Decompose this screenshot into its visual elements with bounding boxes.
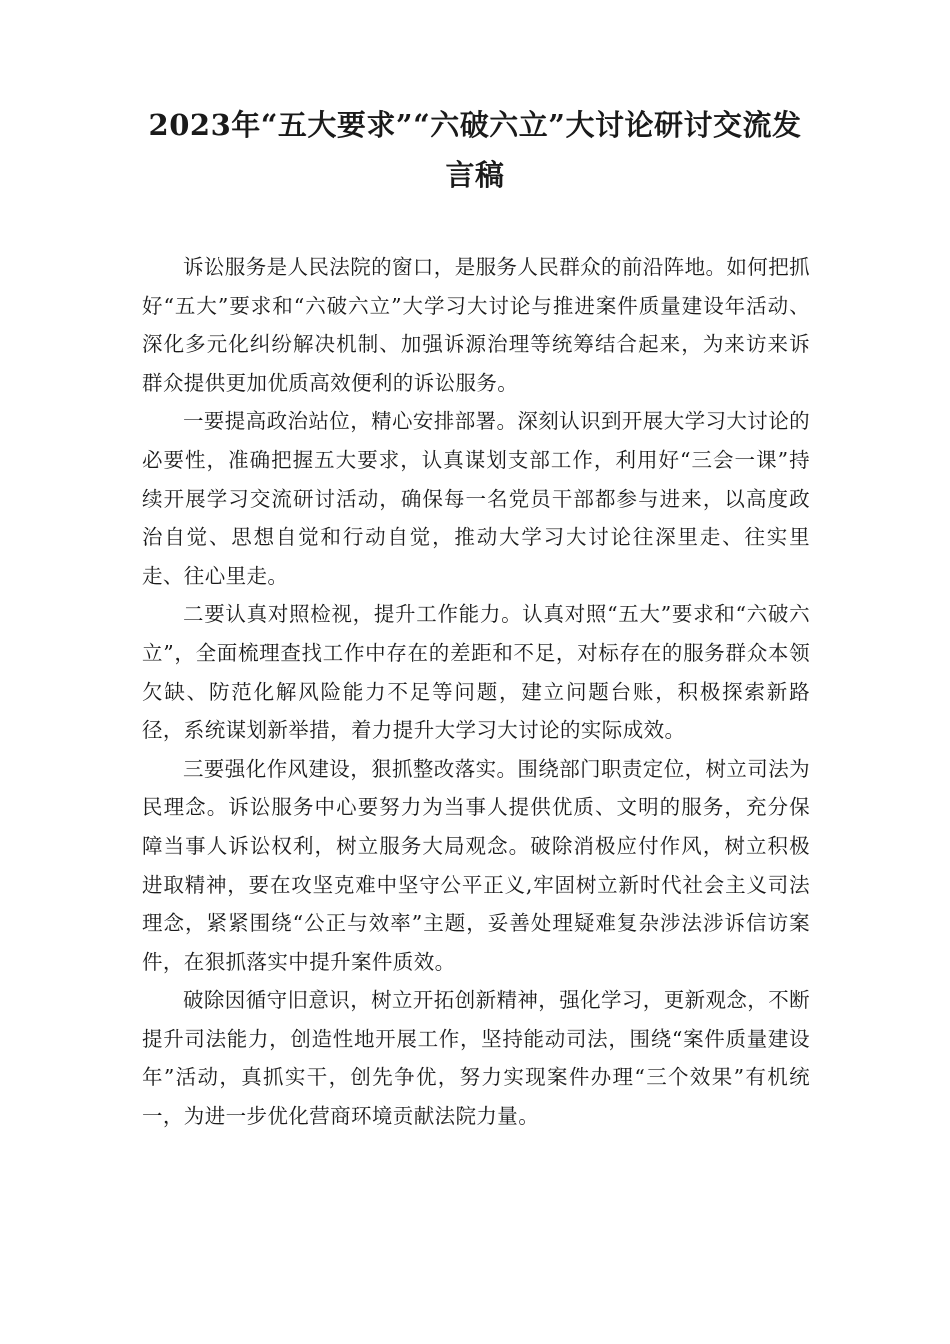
document-title <box>130 100 820 200</box>
document-body <box>142 248 810 1136</box>
title-line-2: 言稿 <box>445 158 505 192</box>
paragraph-point-3: 三要强化作风建设，狠抓整改落实。围绕部门职责定位，树立司法为民理念。诉讼服务中心要努力为当事人提供优质、文明的服务，充分保障当事人诉讼权利，树立服务大局观念。破除消极应付作风，树立积极进取精神，要在攻坚克难中坚守公平正义,牢固树立新时代社会主义司法理念，紧紧围绕“公正与效率”主题，妥善处理疑难复杂涉法涉诉信访案件，在狠抓落实中提升案件质效。 <box>142 756 810 974</box>
paragraph-intro: 诉讼服务是人民法院的窗口，是服务人民群众的前沿阵地。如何把抓好“五大”要求和“六破六立”大学习大讨论与推进案件质量建设年活动、深化多元化纠纷解决机制、加强诉源治理等统筹结合起来，为来访来诉群众提供更加优质高效便利的诉讼服务。 <box>142 255 810 395</box>
paragraph-point-1: 一要提高政治站位，精心安排部署。深刻认识到开展大学习大讨论的必要性，准确把握五大要求，认真谋划支部工作，利用好“三会一课”持续开展学习交流研讨活动，确保每一名党员干部都参与进来，以高度政治自觉、思想自觉和行动自觉，推动大学习大讨论往深里走、往实里走、往心里走。 <box>142 409 810 588</box>
title-line-1: 2023年“五大要求”“六破六立”大讨论研讨交流发 <box>148 108 802 142</box>
paragraph-closing: 破除因循守旧意识，树立开拓创新精神，强化学习，更新观念，不断提升司法能力，创造性地开展工作，坚持能动司法，围绕“案件质量建设年”活动，真抓实干，创先争优，努力实现案件办理“三个效果”有机统一，为进一步优化营商环境贡献法院力量。 <box>142 988 810 1129</box>
paragraph-point-2: 二要认真对照检视，提升工作能力。认真对照“五大”要求和“六破六立”，全面梳理查找工作中存在的差距和不足，对标存在的服务群众本领欠缺、防范化解风险能力不足等问题，建立问题台账，积极探索新路径，系统谋划新举措，着力提升大学习大讨论的实际成效。 <box>142 602 810 743</box>
